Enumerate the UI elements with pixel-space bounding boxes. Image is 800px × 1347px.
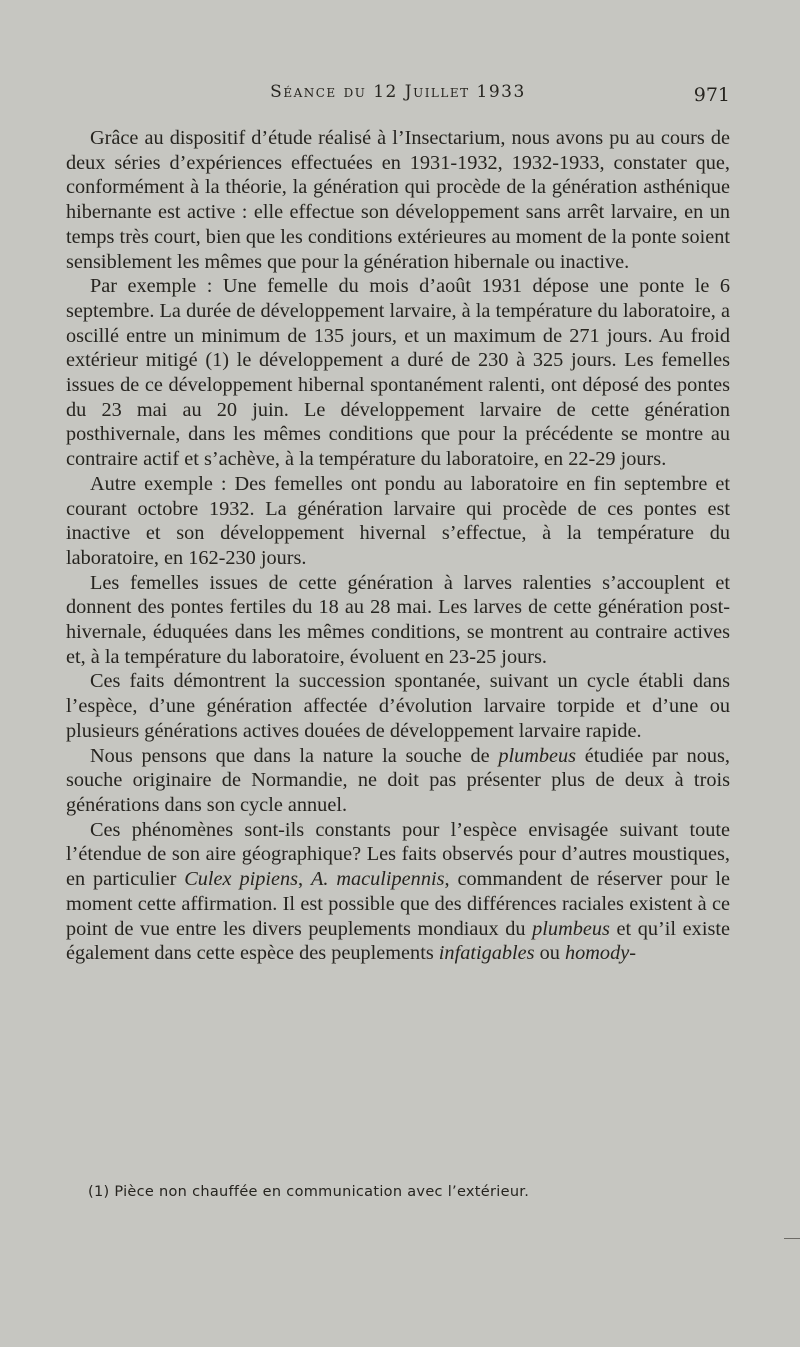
page-edge-mark: [784, 1238, 800, 1239]
paragraph: [66, 669, 730, 743]
paragraph: [66, 472, 730, 571]
italic-term: plumbeus: [498, 744, 577, 767]
paragraph: [66, 744, 730, 818]
footnote: (1) Pièce non chauffée en communication avec l’extérieur.: [88, 1184, 530, 1200]
text-run: ou: [534, 942, 565, 965]
text-run: Les femelles issues de cette génération à larves ralenties s’accouplent et donnent des pontes fertiles du 18 au 28 mai. Les larves de cette génération post-hivernale, éduquées dans les mêmes conditions, se montrent au contraire actives et, à la température du laboratoire, évoluent en 23-25 jours.: [66, 571, 730, 668]
article-body: [66, 126, 730, 966]
running-head: [66, 76, 730, 108]
text-run: et qu’il existe également dans cette espèce des peuplements: [66, 917, 730, 965]
running-title: Séance du 12 Juillet 1933: [270, 82, 526, 102]
paragraph: [66, 126, 730, 274]
text-run: Autre exemple : Des femelles ont pondu au laboratoire en fin septembre et courant octobre 1932. La génération larvaire qui procède de ces pontes est inactive et son développement hivernal s’effectue, à la température du laboratoire, en 162-230 jours.: [66, 472, 730, 569]
italic-term: plumbeus: [532, 917, 610, 940]
text-run: ,: [298, 868, 311, 891]
paragraph: [66, 818, 730, 966]
text-run: étudiée par nous, souche originaire de Normandie, ne doit pas présenter plus de deux à trois générations dans son cycle annuel.: [66, 744, 730, 816]
text-run: Grâce au dispositif d’étude réalisé à l’Insectarium, nous avons pu au cours de deux séries d’expériences effectuées en 1931-1932, 1932-1933, constater que, conformément à la théorie, la génération qui procède de la génération asthénique hibernante est active : elle effectue son développement sans arrêt larvaire, en un temps très court, bien que les conditions extérieures au moment de la ponte soient sensiblement les mêmes que pour la génération hibernale ou inactive.: [66, 127, 730, 273]
paragraph: [66, 274, 730, 472]
text-run: Nous pensons que dans la nature la souche de: [90, 744, 499, 767]
text-run: Ces phénomènes sont-ils constants pour l’espèce envisagée suivant toute l’étendue de son aire géographique? Les faits observés pour d’autres moustiques, en particulier: [66, 818, 730, 891]
text-run: Ces faits démontrent la succession spontanée, suivant un cycle établi dans l’espèce, d’une génération affectée d’évolution larvaire torpide et d’une ou plusieurs générations actives douées de développement larvaire rapide.: [66, 670, 730, 742]
text-run: Par exemple : Une femelle du mois d’août 1931 dépose une ponte le 6 septembre. La durée de développement larvaire, à la température du laboratoire, a oscillé entre un minimum de 135 jours, et un maximum de 271 jours. Au froid extérieur mitigé (1) le développement a duré de 230 à 325 jours. Les femelles issues de ce développement hibernal spontanément ralenti, ont déposé des pontes du 23 mai au 20 juin. Le développement larvaire de cette génération posthivernale, dans les mêmes conditions que pour la précédente se montre au contraire actif et s’achève, à la température du laboratoire, en 22-29 jours.: [66, 275, 730, 471]
italic-term: A. maculipennis: [311, 868, 445, 891]
text-run: , commandent de réserver pour le moment cette affirmation. Il est possible que des différences raciales existent à ce point de vue entre les divers peuplements mondiaux du: [66, 868, 731, 940]
page-number: 971: [693, 84, 730, 106]
italic-term: homody-: [565, 942, 636, 965]
italic-term: infatigables: [438, 942, 535, 965]
paragraph: [66, 571, 730, 670]
italic-term: Culex pipiens: [184, 868, 299, 891]
